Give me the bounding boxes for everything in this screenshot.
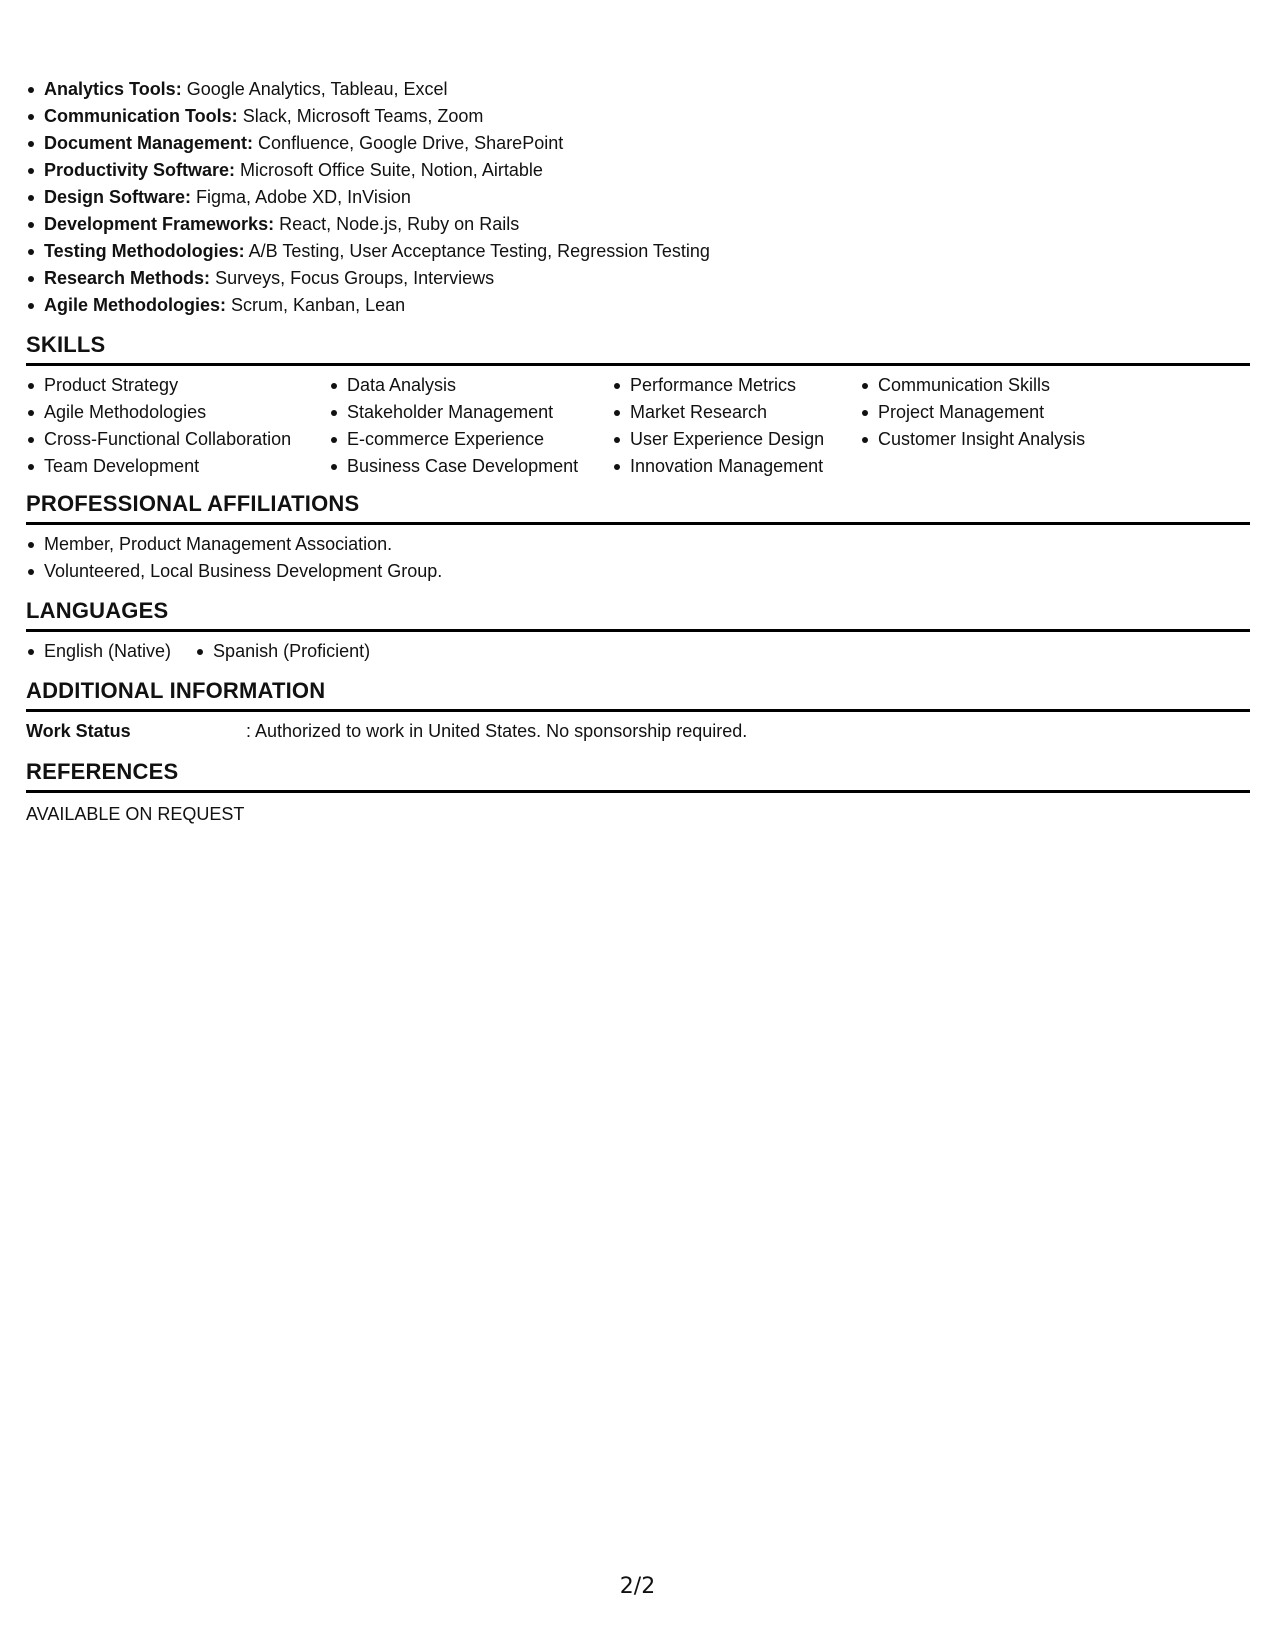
section-divider [26, 790, 1250, 793]
skill-item: Cross-Functional Collaboration [26, 426, 329, 453]
tool-category-label: Testing Methodologies: [44, 241, 245, 261]
tool-category-label: Document Management: [44, 133, 254, 153]
list-item [26, 292, 1250, 319]
tool-category-value: Surveys, Focus Groups, Interviews [215, 268, 495, 288]
section-title: LANGUAGES [26, 598, 169, 623]
skill-item: Team Development [26, 453, 329, 480]
additional-info-section [26, 677, 1250, 744]
page-number: 2/2 [619, 1574, 656, 1599]
tool-category-label: Analytics Tools: [44, 79, 182, 99]
section-title: ADDITIONAL INFORMATION [26, 678, 326, 703]
references-text: AVAILABLE ON REQUEST [26, 804, 245, 824]
section-title: REFERENCES [26, 759, 179, 784]
tool-category-label: Development Frameworks: [44, 214, 275, 234]
tool-category-value: Microsoft Office Suite, Notion, Airtable [240, 160, 543, 180]
tool-category-value: Google Analytics, Tableau, Excel [186, 79, 448, 99]
skills-column [860, 372, 1190, 480]
skill-item: Market Research [612, 399, 860, 426]
affiliation-item: Member, Product Management Association. [26, 531, 1250, 558]
skill-item: Innovation Management [612, 453, 860, 480]
skill-item: Product Strategy [26, 372, 329, 399]
section-title: SKILLS [26, 332, 106, 357]
tools-list [26, 76, 1250, 319]
section-divider [26, 522, 1250, 525]
list-item [26, 211, 1250, 238]
skills-column [612, 372, 860, 480]
tool-category-label: Design Software: [44, 187, 192, 207]
skill-item: Communication Skills [860, 372, 1190, 399]
tool-category-label: Research Methods: [44, 268, 211, 288]
language-item: Spanish (Proficient) [195, 638, 370, 665]
section-divider [26, 709, 1250, 712]
list-item [26, 265, 1250, 292]
tool-category-value: Scrum, Kanban, Lean [231, 295, 406, 315]
affiliations-list [26, 531, 1250, 585]
affiliation-item: Volunteered, Local Business Development Group. [26, 558, 1250, 585]
tool-category-label: Agile Methodologies: [44, 295, 226, 315]
tool-category-value: Confluence, Google Drive, SharePoint [258, 133, 564, 153]
list-item [26, 238, 1250, 265]
skill-item: Stakeholder Management [329, 399, 612, 426]
section-divider [26, 629, 1250, 632]
section-title: PROFESSIONAL AFFILIATIONS [26, 491, 360, 516]
tool-category-value: React, Node.js, Ruby on Rails [279, 214, 520, 234]
list-item [26, 157, 1250, 184]
skill-item: Business Case Development [329, 453, 612, 480]
tool-category-value: Figma, Adobe XD, InVision [196, 187, 411, 207]
skill-item: Data Analysis [329, 372, 612, 399]
work-status-row [26, 718, 1250, 744]
references-section [26, 758, 1250, 827]
skill-item: User Experience Design [612, 426, 860, 453]
skill-item: Customer Insight Analysis [860, 426, 1190, 453]
tool-category-label: Communication Tools: [44, 106, 238, 126]
skills-grid [26, 372, 1250, 480]
work-status-value: : Authorized to work in United States. No sponsorship required. [246, 721, 748, 741]
skill-item: Performance Metrics [612, 372, 860, 399]
section-divider [26, 363, 1250, 366]
skill-item: E-commerce Experience [329, 426, 612, 453]
skill-item: Agile Methodologies [26, 399, 329, 426]
languages-section [26, 597, 1250, 665]
languages-list [26, 638, 1250, 665]
skill-item: Project Management [860, 399, 1190, 426]
list-item [26, 103, 1250, 130]
resume-page [26, 76, 1250, 827]
tool-category-label: Productivity Software: [44, 160, 236, 180]
affiliations-section [26, 490, 1250, 585]
language-item: English (Native) [26, 638, 171, 665]
list-item [26, 184, 1250, 211]
tool-category-value: A/B Testing, User Acceptance Testing, Regression Testing [248, 241, 710, 261]
list-item [26, 76, 1250, 103]
tool-category-value: Slack, Microsoft Teams, Zoom [242, 106, 484, 126]
skills-column [26, 372, 329, 480]
skills-section [26, 331, 1250, 480]
work-status-label: Work Status [26, 721, 131, 741]
skills-column [329, 372, 612, 480]
list-item [26, 130, 1250, 157]
